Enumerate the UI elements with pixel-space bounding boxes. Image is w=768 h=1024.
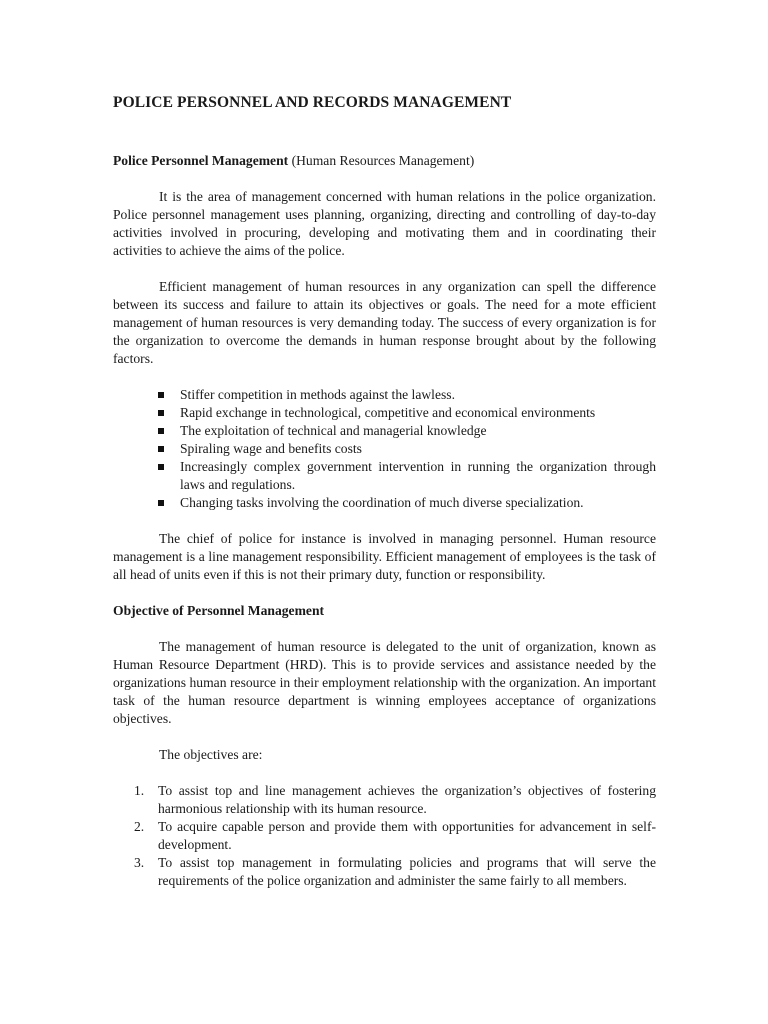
section-heading-personnel-management [113, 152, 656, 170]
section-heading-bold: Police Personnel Management [113, 153, 289, 168]
objectives-intro: The objectives are: [159, 747, 263, 762]
paragraph-hrd: The management of human resource is delegated to the unit of organization, known as Human Resource Department (HRD). This is to provide services and assistance needed by the organizations human resource in their employment relationship with the organization. An important task of the human resource department is winning employees acceptance of organizations objectives. [113, 639, 656, 726]
factors-bullet-list [113, 386, 656, 512]
list-item [113, 386, 656, 404]
square-bullet-icon [158, 428, 164, 434]
list-item-text: Spiraling wage and benefits costs [180, 441, 362, 456]
list-item-text: To assist top and line management achieves the organization’s objectives of fostering harmonious relationship with its human resource. [158, 783, 656, 816]
list-item [113, 818, 656, 854]
list-item-text: Changing tasks involving the coordination of much diverse specialization. [180, 495, 584, 510]
section-heading-bold: Objective of Personnel Management [113, 603, 325, 618]
square-bullet-icon [158, 446, 164, 452]
list-item-text: To acquire capable person and provide them with opportunities for advancement in self-development. [158, 819, 656, 852]
section-heading-objective [113, 602, 656, 620]
square-bullet-icon [158, 410, 164, 416]
list-item [113, 458, 656, 494]
list-item-text: Rapid exchange in technological, competitive and economical environments [180, 405, 596, 420]
list-item [113, 440, 656, 458]
list-item-number: 2. [134, 819, 145, 834]
list-item-text: To assist top management in formulating policies and programs that will serve the requirements of the police organization and administer the same fairly to all members. [158, 855, 656, 888]
document-title: POLICE PERSONNEL AND RECORDS MANAGEMENT [113, 94, 512, 111]
list-item [113, 422, 656, 440]
document-page [113, 92, 656, 890]
square-bullet-icon [158, 500, 164, 506]
list-item-number: 1. [134, 783, 145, 798]
paragraph-efficient-management: Efficient management of human resources in any organization can spell the difference between its success and failure to attain its objectives or goals. The need for a mote efficient management of human resources is very demanding today. The success of every organization is for the organization to overcome the demands in human response brought about by the following factors. [113, 279, 656, 366]
section-heading-rest: (Human Resources Management) [288, 153, 475, 168]
list-item [113, 494, 656, 512]
paragraph-definition: It is the area of management concerned with human relations in the police organization. Police personnel management uses planning, organizing, directing and controlling of day-to-day activities involved in procuring, developing and motivating them and in coordinating their activities to achieve the aims of the police. [113, 189, 656, 258]
square-bullet-icon [158, 392, 164, 398]
list-item-text: Increasingly complex government intervention in running the organization through laws and regulations. [180, 459, 656, 492]
list-item-text: Stiffer competition in methods against the lawless. [180, 387, 455, 402]
list-item-text: The exploitation of technical and managerial knowledge [180, 423, 487, 438]
square-bullet-icon [158, 464, 164, 470]
list-item-number: 3. [134, 855, 145, 870]
list-item [113, 404, 656, 422]
list-item [113, 782, 656, 818]
paragraph-chief-of-police: The chief of police for instance is involved in managing personnel. Human resource management is a line management responsibility. Efficient management of employees is the task of all head of units even if this is not their primary duty, function or responsibility. [113, 531, 656, 582]
list-item [113, 854, 656, 890]
objectives-numbered-list [113, 782, 656, 890]
